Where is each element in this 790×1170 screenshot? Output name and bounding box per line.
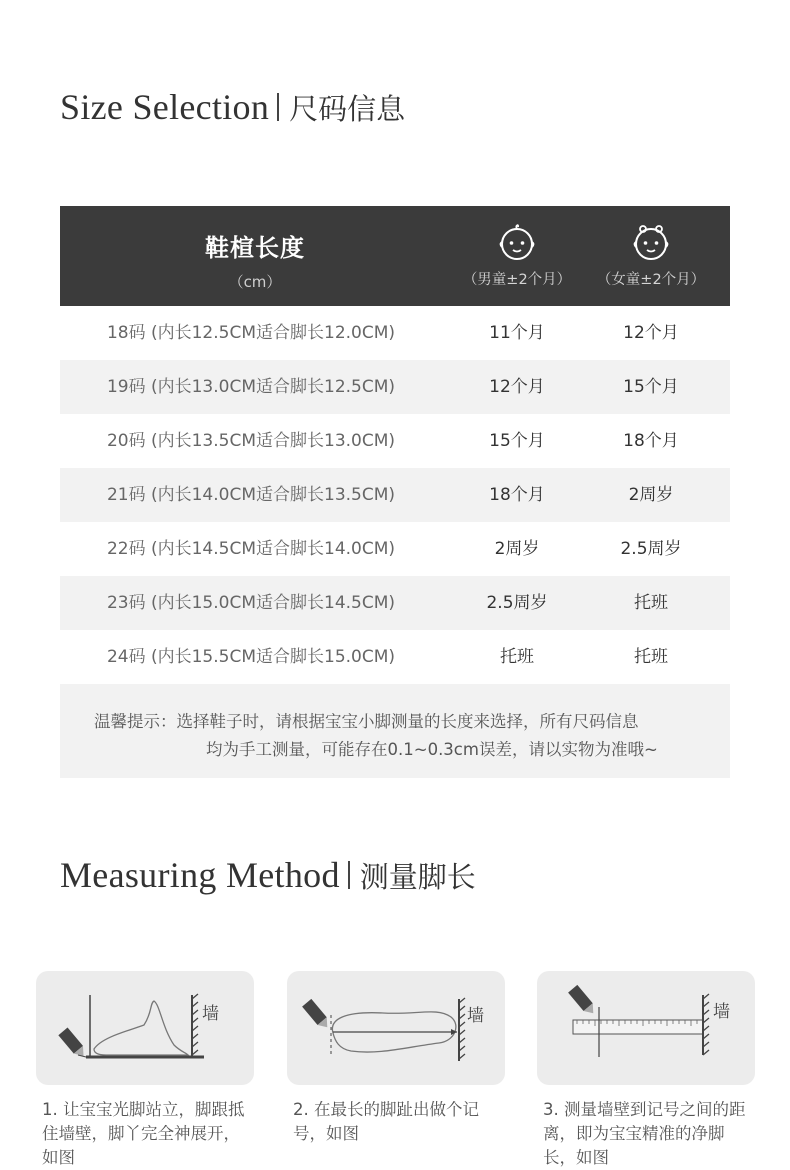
table-row — [60, 414, 730, 468]
table-row — [60, 576, 730, 630]
girl-age-cell: 2.5周岁 — [620, 539, 682, 559]
size-table-header — [60, 206, 730, 306]
step-1-illustration — [36, 971, 254, 1085]
header-boy-label: （男童±2个月） — [462, 272, 572, 288]
measure-step-3 — [537, 971, 755, 1170]
size-cell: 20码 (内长13.5CM适合脚长13.0CM) — [106, 431, 396, 451]
boy-age-cell: 18个月 — [489, 485, 545, 505]
step-3-illustration — [537, 971, 755, 1085]
girl-age-cell: 18个月 — [623, 431, 679, 451]
foot-top-view-icon — [287, 971, 505, 1085]
size-cell: 24码 (内长15.5CM适合脚长15.0CM) — [106, 647, 396, 667]
size-table — [60, 206, 730, 778]
girl-age-cell: 15个月 — [623, 377, 679, 397]
girl-age-cell: 托班 — [634, 647, 668, 667]
boy-age-cell: 2.5周岁 — [486, 593, 548, 613]
header-girl-label: （女童±2个月） — [596, 272, 706, 288]
boy-age-cell: 12个月 — [489, 377, 545, 397]
girl-age-cell: 托班 — [634, 593, 668, 613]
header-unit: （cm） — [228, 273, 282, 291]
header-last-length — [60, 206, 450, 306]
measuring-method-title — [60, 854, 476, 896]
measuring-method-title-en: Measuring Method — [60, 855, 340, 895]
table-row — [60, 522, 730, 576]
table-row — [60, 468, 730, 522]
size-cell: 19码 (内长13.0CM适合脚长12.5CM) — [106, 377, 396, 397]
baby-girl-face-icon — [631, 222, 671, 262]
size-selection-title-en: Size Selection — [60, 87, 270, 127]
baby-face-icon — [497, 222, 537, 262]
step-2-description: 2. 在最长的脚趾出做个记号，如图 — [293, 1100, 479, 1143]
wall-label: 墙 — [713, 1002, 730, 1022]
measure-step-2 — [287, 971, 505, 1146]
table-row — [60, 306, 730, 360]
title-divider — [277, 93, 279, 121]
size-tip — [60, 684, 730, 778]
header-girl — [586, 206, 716, 306]
wall-label: 墙 — [202, 1004, 219, 1024]
boy-age-cell: 2周岁 — [494, 539, 540, 559]
size-tip-line-1: 温馨提示：选择鞋子时，请根据宝宝小脚测量的长度来选择，所有尺码信息 — [94, 712, 639, 731]
size-tip-line-2: 均为手工测量，可能存在0.1~0.3cm误差，请以实物为准哦~ — [206, 740, 658, 759]
wall-label: 墙 — [467, 1006, 484, 1026]
step-3-description: 3. 测量墙壁到记号之间的距离，即为宝宝精准的净脚长，如图 — [543, 1100, 746, 1167]
size-cell: 22码 (内长14.5CM适合脚长14.0CM) — [106, 539, 396, 559]
measure-step-1 — [36, 971, 254, 1170]
ruler-measure-icon — [537, 971, 755, 1085]
step-1-description: 1. 让宝宝光脚站立，脚跟抵住墙壁，脚丫完全神展开，如图 — [42, 1100, 245, 1167]
step-2-illustration — [287, 971, 505, 1085]
size-selection-title — [60, 86, 405, 128]
header-last-length-title: 鞋楦长度 — [205, 234, 305, 262]
measuring-method-title-zh: 测量脚长 — [359, 859, 476, 894]
title-divider — [348, 861, 350, 889]
size-cell: 18码 (内长12.5CM适合脚长12.0CM) — [106, 323, 396, 343]
boy-age-cell: 11个月 — [489, 323, 545, 343]
size-cell: 21码 (内长14.0CM适合脚长13.5CM) — [106, 485, 396, 505]
header-boy — [452, 206, 582, 306]
boy-age-cell: 托班 — [500, 647, 534, 667]
table-row — [60, 630, 730, 684]
girl-age-cell: 12个月 — [623, 323, 679, 343]
size-cell: 23码 (内长15.0CM适合脚长14.5CM) — [106, 593, 396, 613]
girl-age-cell: 2周岁 — [628, 485, 674, 505]
size-selection-title-zh: 尺码信息 — [289, 91, 406, 126]
foot-side-view-icon — [36, 971, 254, 1085]
table-row — [60, 360, 730, 414]
boy-age-cell: 15个月 — [489, 431, 545, 451]
